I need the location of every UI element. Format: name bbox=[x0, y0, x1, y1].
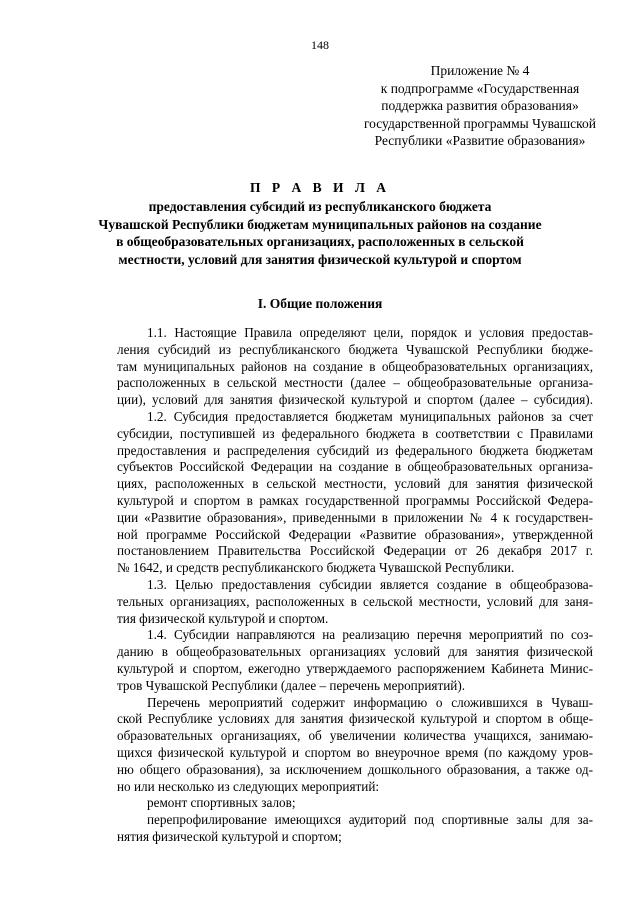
body-line: 1.3. Целью предоставления субсидии является создание в общеобразова- bbox=[147, 576, 593, 592]
body-line: Перечень мероприятий содержит информацию о сложившихся в Чуваш- bbox=[147, 694, 593, 710]
body-line: № 1642, и средств республиканского бюджета Чувашской Республики. bbox=[117, 560, 515, 576]
body-line: культурой и спортом, ежегодно утверждаемого распоряжением Кабинета Минис- bbox=[117, 660, 593, 676]
body-line: ции), условий для занятия физической культурой и спортом (далее – субсидия). bbox=[117, 392, 593, 408]
body-line: постановлением Правительства Российской Федерации от 26 декабря 2017 г. bbox=[117, 543, 593, 559]
subtitle-line: в общеобразовательных организациях, расположенных в сельской bbox=[116, 234, 524, 249]
body-line: расположенных в сельской местности (далее – общеобразовательные организа- bbox=[117, 375, 593, 391]
page-number: 148 bbox=[311, 38, 329, 52]
body-line: щихся физической культурой и спортом во внеурочное время (по каждому уров- bbox=[117, 744, 593, 760]
body-line: тельных организациях, расположенных в сельской местности, условий для заня- bbox=[117, 593, 593, 609]
body-line: перепрофилирование имеющихся аудиторий под спортивные залы для за- bbox=[147, 812, 593, 828]
subtitle-line: местности, условий для занятия физической культурой и спортом bbox=[118, 251, 522, 267]
document-title: П Р А В И Л А bbox=[249, 180, 391, 195]
body-line: ции «Развитие образования», приведенными в приложении № 4 к государствен- bbox=[117, 509, 593, 525]
body-line: тров Чувашской Республики (далее – перечень мероприятий). bbox=[117, 677, 466, 693]
body-line: предоставления и распределения субсидий из федерального бюджета бюджетам bbox=[117, 442, 593, 458]
body-line: ремонт спортивных залов; bbox=[147, 795, 296, 811]
body-line: образовательных организациях, об увеличении количества учащихся, занимаю- bbox=[117, 728, 593, 744]
section-heading: I. Общие положения bbox=[257, 296, 383, 311]
body-line: ной программе Российской Федерации «Развитие образования», утвержденной bbox=[117, 526, 593, 542]
body-line: субсидии, поступившей из федерального бюджета в соответствии с Правилами bbox=[117, 425, 593, 441]
appendix-line: Приложение № 4 bbox=[430, 63, 530, 78]
body-line: но или несколько из следующих мероприятий: bbox=[117, 778, 380, 794]
body-line: 1.1. Настоящие Правила определяют цели, порядок и условия предостав- bbox=[147, 325, 593, 340]
body-line: ню общего образования), за исключением дошкольного образования, а также од- bbox=[117, 761, 593, 777]
document-body bbox=[117, 325, 593, 846]
appendix-line: Республики «Развитие образования» bbox=[374, 133, 586, 148]
body-line: 1.2. Субсидия предоставляется бюджетам муниципальных районов за счет bbox=[147, 408, 593, 424]
body-line: культурой и спортом в рамках государственной программы Российской Федера- bbox=[117, 492, 593, 508]
subtitle-line: предоставления субсидий из республиканского бюджета bbox=[148, 199, 492, 214]
body-line: нятия физической культурой и спортом; bbox=[117, 828, 342, 844]
body-line: субъектов Российской Федерации на создание в общеобразовательных организа- bbox=[117, 459, 593, 475]
appendix-caption bbox=[350, 62, 610, 150]
body-line: там муниципальных районов на создание в общеобразовательных организациях, bbox=[117, 358, 593, 374]
appendix-line: к подпрограмме «Государственная bbox=[380, 80, 580, 96]
body-line: ской Республике условиях для занятия физической культурой и спортом в обще- bbox=[117, 711, 593, 727]
subtitle-line: Чувашской Республики бюджетам муниципальных районов на создание bbox=[98, 216, 542, 232]
body-line: циях, расположенных в сельской местности, условий для занятия физической bbox=[117, 476, 593, 492]
document-subtitle bbox=[20, 198, 620, 268]
body-line: 1.4. Субсидии направляются на реализацию перечня мероприятий по соз- bbox=[147, 627, 593, 643]
body-line: ления субсидий из республиканского бюджета Чувашской Республики бюдже- bbox=[117, 341, 593, 357]
appendix-line: поддержка развития образования» bbox=[381, 98, 579, 113]
body-line: тия физической культурой и спортом. bbox=[117, 610, 329, 626]
body-line: данию в общеобразовательных организациях условий для занятия физической bbox=[117, 644, 593, 660]
appendix-line: государственной программы Чувашской bbox=[363, 115, 597, 131]
